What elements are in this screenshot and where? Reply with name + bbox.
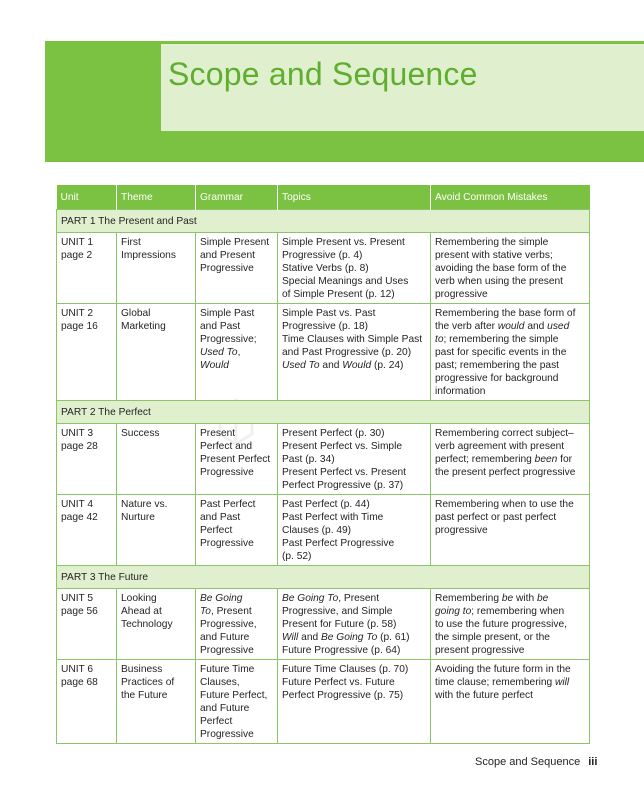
table-row [57,660,590,744]
unit-cell: UNIT 1 page 2 [57,233,117,304]
unit-cell: UNIT 5 page 56 [57,589,117,660]
grammar-cell: Past Perfect and Past Perfect Progressive [196,495,278,566]
table-row [57,589,590,660]
table-header-row [57,185,590,210]
theme-cell: Business Practices of the Future [117,660,196,744]
table-row [57,424,590,495]
header-band-bottom [161,131,644,162]
unit-cell: UNIT 4 page 42 [57,495,117,566]
table-row [57,495,590,566]
grammar-cell: Be Going To, Present Progressive, and Future Progressive [196,589,278,660]
part-heading: PART 2 The Perfect [57,401,590,424]
theme-cell: Success [117,424,196,495]
grammar-cell: Future Time Clauses, Future Perfect, and Future Perfect Progressive [196,660,278,744]
table-row [57,304,590,401]
part-row [57,210,590,233]
column-header-unit: Unit [57,185,117,210]
topics-cell: Present Perfect (p. 30) Present Perfect vs. Simple Past (p. 34) Present Perfect vs. Present Perfect Progressive (p. 37) [278,424,431,495]
column-header-mistakes: Avoid Common Mistakes [431,185,590,210]
theme-cell: Global Marketing [117,304,196,401]
page-title: Scope and Sequence [168,56,478,92]
grammar-cell: Simple Past and Past Progressive; Used To, Would [196,304,278,401]
page-footer [475,756,597,768]
topics-cell: Past Perfect (p. 44) Past Perfect with Time Clauses (p. 49) Past Perfect Progressive (p. 52) [278,495,431,566]
mistakes-cell: Avoiding the future form in the time clause; remembering will with the future perfect [431,660,590,744]
table-body [57,210,590,744]
column-header-grammar: Grammar [196,185,278,210]
mistakes-cell: Remembering correct subject– verb agreement with present perfect; remembering been for the present perfect progressive [431,424,590,495]
footer-title: Scope and Sequence [475,756,581,768]
topics-cell: Simple Present vs. Present Progressive (p. 4) Stative Verbs (p. 8) Special Meanings and Uses of Simple Present (p. 12) [278,233,431,304]
column-header-theme: Theme [117,185,196,210]
grammar-cell: Present Perfect and Present Perfect Progressive [196,424,278,495]
mistakes-cell: Remembering be with be going to; remembering when to use the future progressive, the simple present, or the present progressive [431,589,590,660]
theme-cell: First Impressions [117,233,196,304]
topics-cell: Be Going To, Present Progressive, and Simple Present for Future (p. 58) Will and Be Going To (p. 61) Future Progressive (p. 64) [278,589,431,660]
theme-cell: Nature vs. Nurture [117,495,196,566]
table-row [57,233,590,304]
mistakes-cell: Remembering the base form of the verb after would and used to; remembering the simple past for specific events in the past; remembering the past progressive for background information [431,304,590,401]
topics-cell: Future Time Clauses (p. 70) Future Perfect vs. Future Perfect Progressive (p. 75) [278,660,431,744]
theme-cell: Looking Ahead at Technology [117,589,196,660]
part-row [57,401,590,424]
part-heading: PART 3 The Future [57,566,590,589]
topics-cell: Simple Past vs. Past Progressive (p. 18) Time Clauses with Simple Past and Past Progressive (p. 20) Used To and Would (p. 24) [278,304,431,401]
grammar-cell: Simple Present and Present Progressive [196,233,278,304]
header-band-left [45,44,161,162]
column-header-topics: Topics [278,185,431,210]
unit-cell: UNIT 6 page 68 [57,660,117,744]
mistakes-cell: Remembering the simple present with stative verbs; avoiding the base form of the verb when using the present progressive [431,233,590,304]
scope-table [56,185,590,744]
mistakes-cell: Remembering when to use the past perfect or past perfect progressive [431,495,590,566]
unit-cell: UNIT 2 page 16 [57,304,117,401]
unit-cell: UNIT 3 page 28 [57,424,117,495]
page-number: iii [588,756,598,768]
part-row [57,566,590,589]
part-heading: PART 1 The Present and Past [57,210,590,233]
